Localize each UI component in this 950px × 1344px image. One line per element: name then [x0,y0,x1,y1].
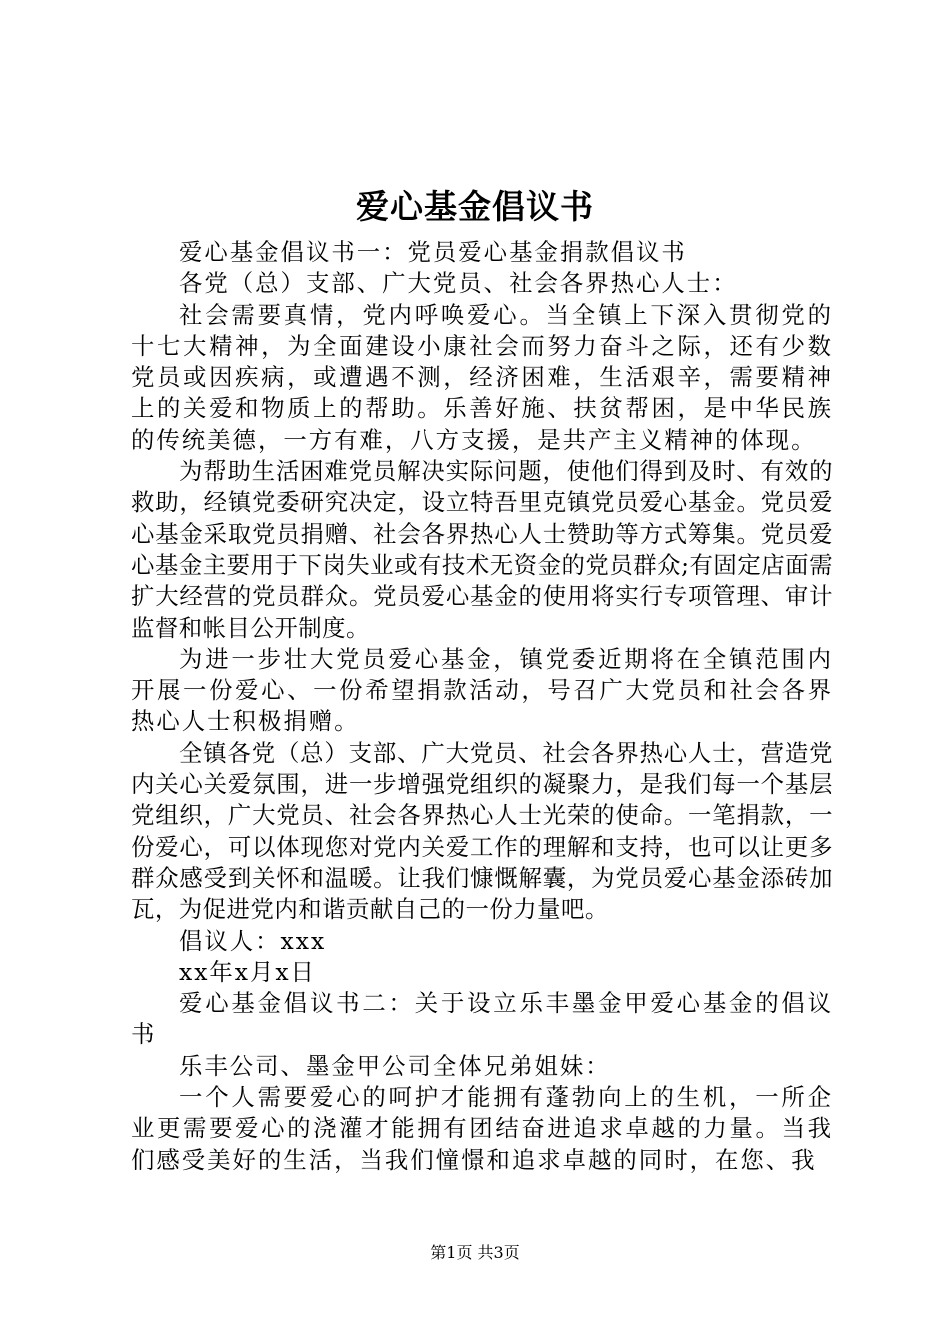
salutation-2: 乐丰公司、墨金甲公司全体兄弟姐妹： [179,1051,611,1080]
paragraph: 一个人需要爱心的呵护才能拥有蓬勃向上的生机，一所企业更需要爱心的浇灌才能拥有团结奋进追求卓越的力量。当我们感受美好的生活，当我们憧憬和追求卓越的同时，在您、我 [131,1083,833,1174]
salutation-1: 各党（总）支部、广大党员、社会各界热心人士： [179,269,738,298]
page-footer: 第1页 共3页 [430,1243,520,1262]
section-heading-2: 爱心基金倡议书二：关于设立乐丰墨金甲爱心基金的倡议书 [131,989,833,1049]
signature-date: xx年x月x日 [179,957,316,986]
document-title: 爱心基金倡议书 [356,187,594,226]
paragraph: 社会需要真情，党内呼唤爱心。当全镇上下深入贯彻党的十七大精神，为全面建设小康社会而努力奋斗之际，还有少数党员或因疾病，或遭遇不测，经济困难，生活艰辛，需要精神上的关爱和物质上的帮助。乐善好施、扶贫帮困，是中华民族的传统美德，一方有难，八方支援，是共产主义精神的体现。 [131,300,833,454]
section-heading-1: 爱心基金倡议书一：党员爱心基金捐款倡议书 [179,238,687,266]
paragraph: 全镇各党（总）支部、广大党员、社会各界热心人士，营造党内关心关爱氛围，进一步增强党组织的凝聚力，是我们每一个基层党组织，广大党员、社会各界热心人士光荣的使命。一笔捐款，一份爱心，可以体现您对党内关爱工作的理解和支持，也可以让更多群众感受到关怀和温暖。让我们慷慨解囊，为党员爱心基金添砖加瓦，为促进党内和谐贡献自己的一份力量吧。 [131,738,833,924]
paragraph: 为进一步壮大党员爱心基金，镇党委近期将在全镇范围内开展一份爱心、一份希望捐款活动，号召广大党员和社会各界热心人士积极捐赠。 [131,644,833,736]
initiator-signature: 倡议人：xxx [179,926,327,955]
document-body [131,237,833,1176]
paragraph: 为帮助生活困难党员解决实际问题，使他们得到及时、有效的救助，经镇党委研究决定，设立特吾里克镇党员爱心基金。党员爱心基金采取党员捐赠、社会各界热心人士赞助等方式筹集。党员爱心基金主要用于下岗失业或有技术无资金的党员群众;有固定店面需扩大经营的党员群众。党员爱心基金的使用将实行专项管理、审计监督和帐目公开制度。 [131,457,833,642]
